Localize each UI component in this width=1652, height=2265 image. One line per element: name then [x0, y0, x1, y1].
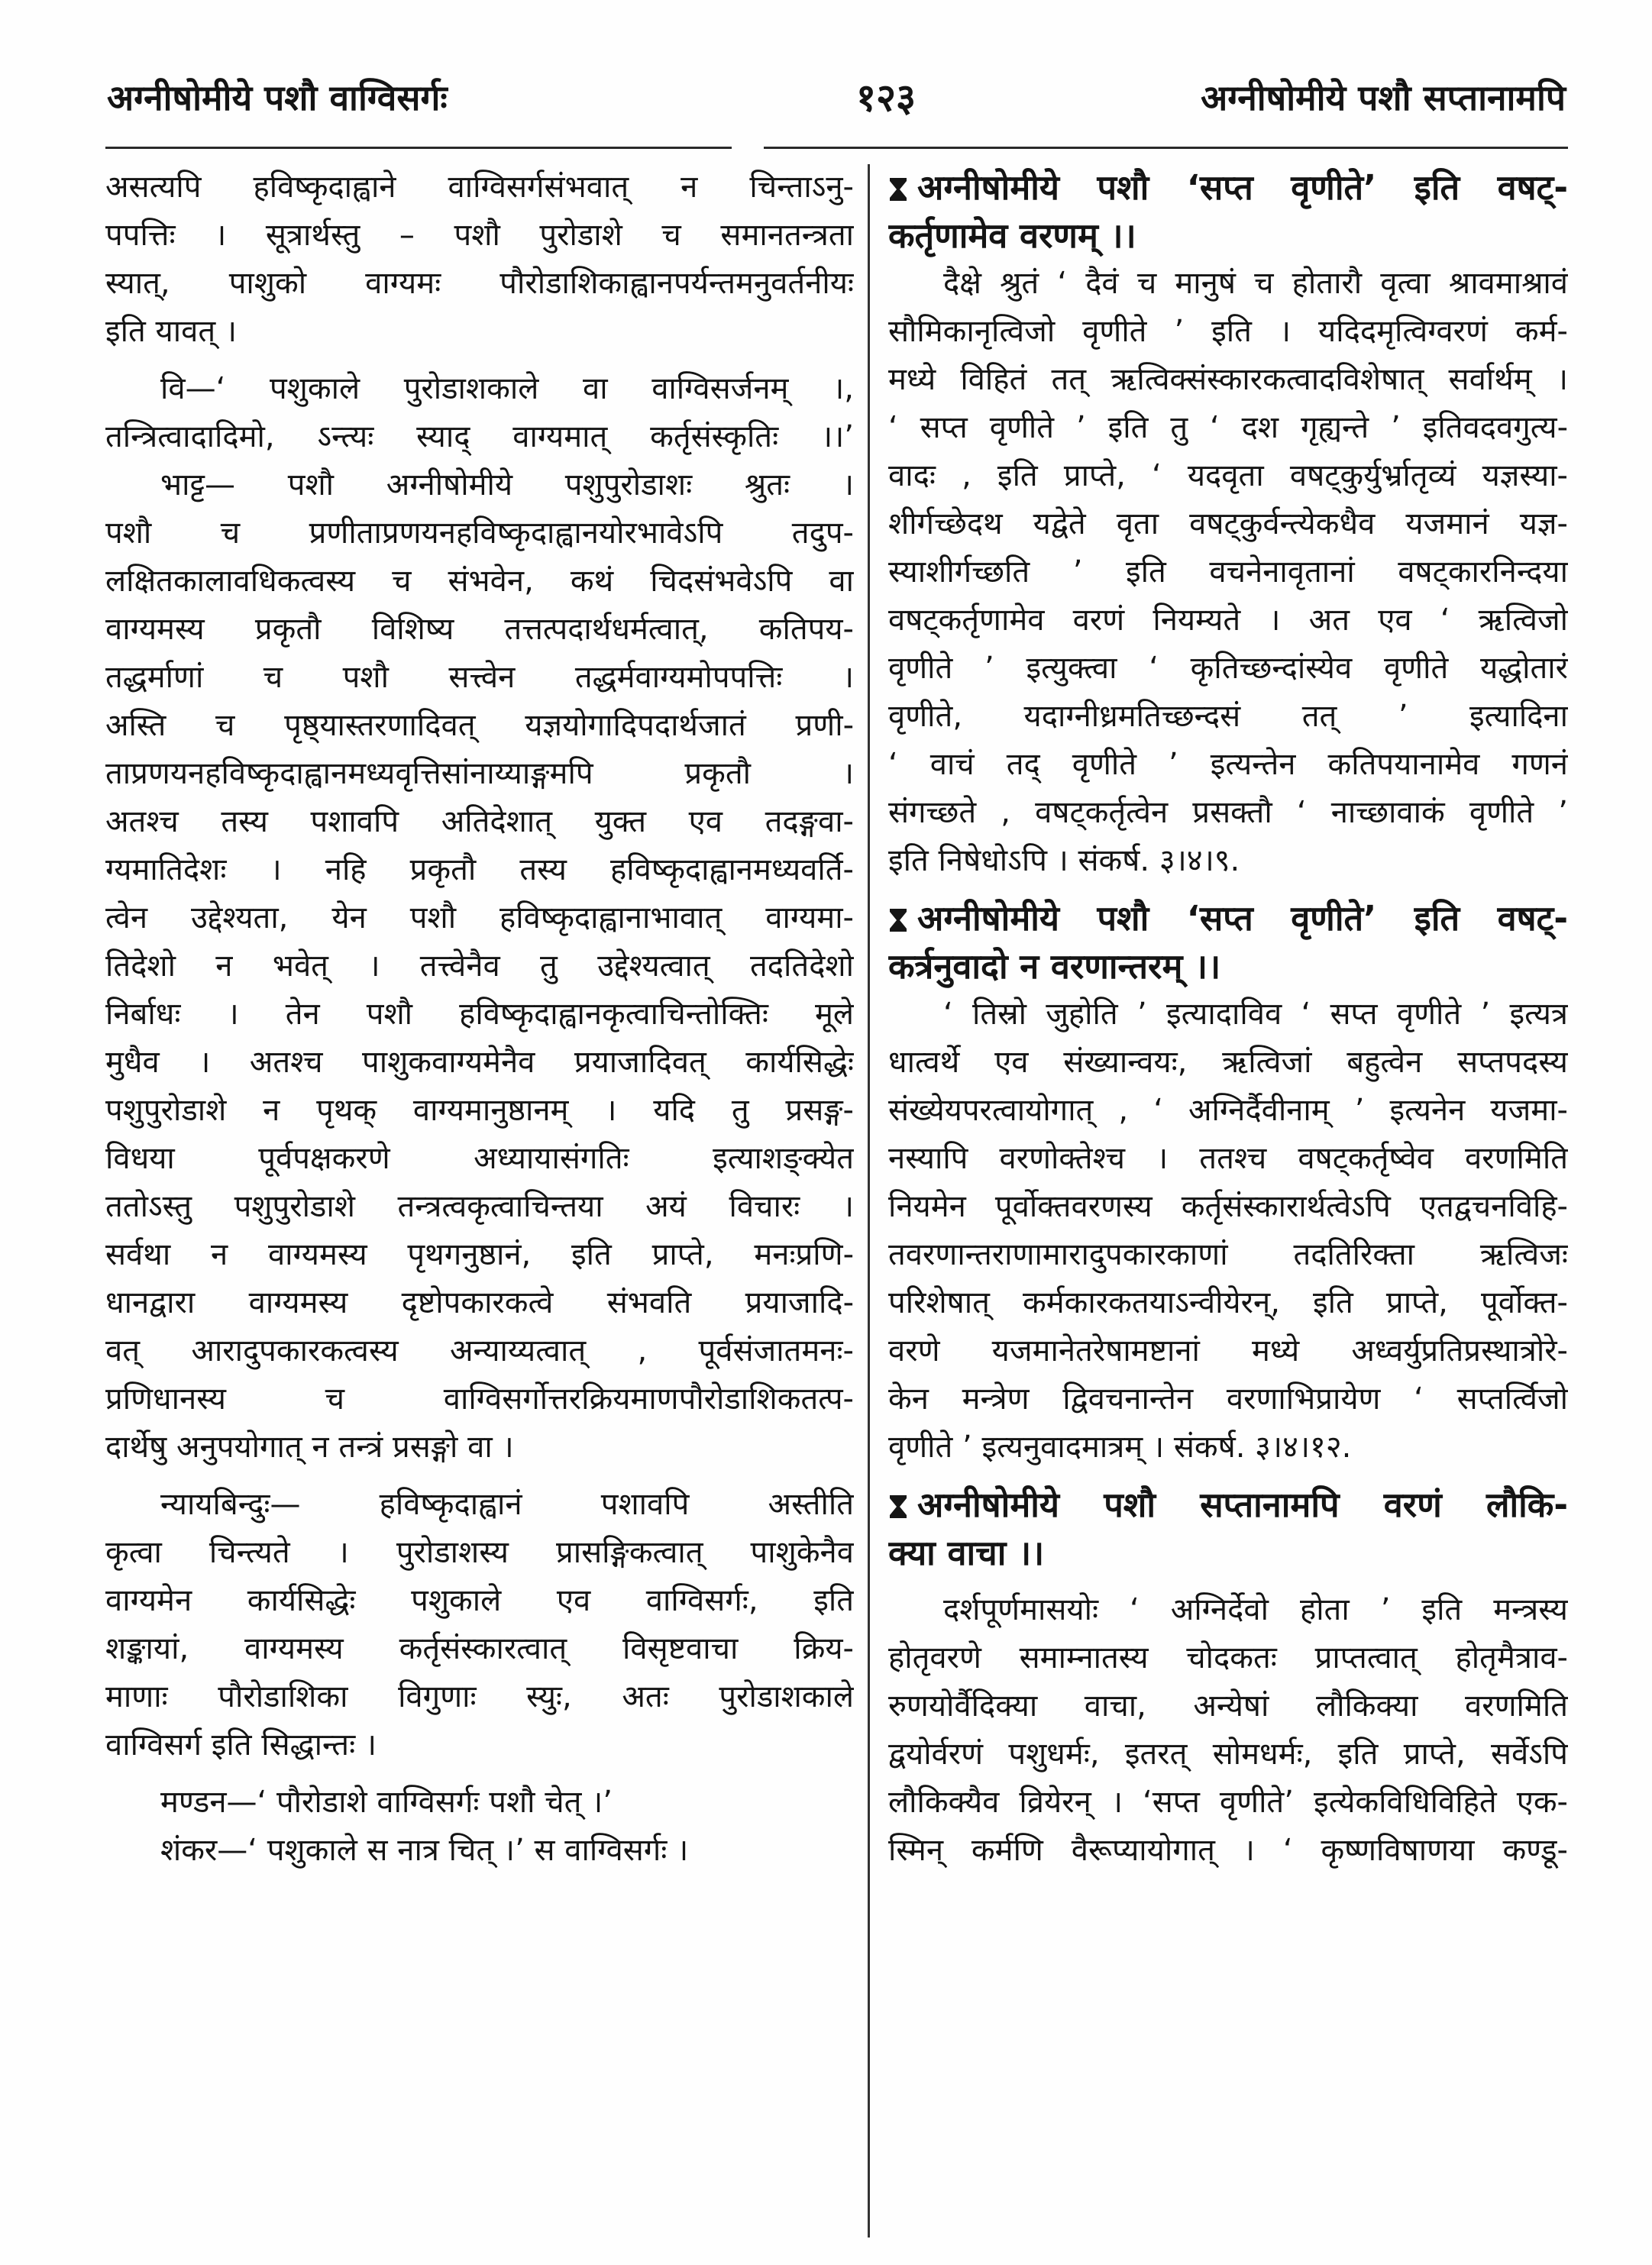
- column-divider: [868, 164, 870, 2238]
- text-line: ‘ वाचं तद् वृणीते ’ इत्यन्तेन कतिपयानामेव गणनं: [888, 747, 1568, 782]
- text-line: सर्वथा न वाग्यमस्य पृथगनुष्ठानं, इति प्राप्ते, मनःप्रणि-: [105, 1237, 854, 1272]
- text-line: मध्ये विहितं तत् ऋत्विक्संस्कारकत्वादविशेषात् सर्वार्थम् ।: [888, 362, 1568, 397]
- text-line: तिदेशो न भवेत् । तत्त्वेनैव तु उद्देश्यत्वात् तदतिदेशो: [105, 948, 854, 984]
- text-line: धात्वर्थे एव संख्यान्वयः, ऋत्विजां बहुत्वेन सप्तपदस्य: [888, 1045, 1568, 1080]
- text-line: पपत्तिः । सूत्रार्थस्तु – पशौ पुरोडाशे च समानतन्त्रता: [105, 218, 854, 253]
- text-line: ग्यमातिदेशः । नहि प्रकृतौ तस्य हविष्कृदाह्वानमध्यवर्ति-: [105, 852, 854, 887]
- text-line: वाग्विसर्ग इति सिद्धान्तः ।: [105, 1727, 377, 1763]
- heading-text: अग्नीषोमीये पशौ ‘सप्त वृणीते’ इति वषट्-: [917, 898, 1568, 939]
- text-line: दैक्षे श्रुतं ‘ दैवं च मानुषं च होतारौ वृत्वा श्रावमाश्रावं: [943, 266, 1568, 301]
- hourglass-icon: [888, 176, 908, 202]
- text-line: द्वयोर्वरणं पशुधर्मः, इतरत् सोमधर्मः, इति प्राप्ते, सर्वेऽपि: [888, 1737, 1568, 1772]
- text-line: ताप्रणयनहविष्कृदाह्वानमध्यवृत्तिसांनाय्याङ्गमपि प्रकृतौ ।: [105, 756, 854, 791]
- text-line: वाग्यमस्य प्रकृतौ विशिष्य तत्तत्पदार्थधर्मत्वात्, कतिपय-: [105, 612, 854, 647]
- text-line: भाट्ट— पशौ अग्नीषोमीये पशुपुरोडाशः श्रुतः ।: [160, 467, 854, 502]
- verse-line: शंकर—‘ पशुकाले स नात्र चित् ।’ स वाग्विसर्गः ।: [160, 1833, 689, 1868]
- text-line: परिशेषात् कर्मकारकतयाऽन्वीयेरन्, इति प्राप्ते, पूर्वोक्त-: [888, 1285, 1568, 1320]
- header-right-title: अग्नीषोमीये पशौ सप्तानामपि: [1201, 77, 1566, 118]
- header-rule-right: [764, 147, 1568, 149]
- text-line: शङ्कायां, वाग्यमस्य कर्तृसंस्कारत्वात् विसृष्टवाचा क्रिय-: [105, 1631, 854, 1666]
- text-line: न्यायबिन्दुः— हविष्कृदाह्वानं पशावपि अस्तीति: [160, 1487, 854, 1522]
- text-line: केन मन्त्रेण द्विवचनान्तेन वरणाभिप्रायेण ‘ सप्तर्त्विजो: [888, 1381, 1568, 1417]
- text-line: नियमेन पूर्वोक्तवरणस्य कर्तृसंस्कारार्थत्वेऽपि एतद्वचनविहि-: [888, 1189, 1568, 1224]
- text-line: वत् आरादुपकारकत्वस्य अन्याय्यत्वात् , पूर्वसंजातमनः-: [105, 1333, 854, 1368]
- header-rule-left: [105, 147, 732, 149]
- text-line: त्वेन उद्देश्यता, येन पशौ हविष्कृदाह्वानाभावात् वाग्यमा-: [105, 900, 854, 935]
- text-line: होतृवरणे समाम्नातस्य चोदकतः प्राप्तत्वात् होतृमैत्राव-: [888, 1640, 1568, 1675]
- text-line: ‘ सप्त वृणीते ’ इति तु ‘ दश गृह्यन्ते ’ इतिवदवगुत्य-: [888, 410, 1568, 445]
- verse-line: वि—‘ पशुकाले पुरोडाशकाले वा वाग्विसर्जनम् ।,: [160, 371, 854, 406]
- text-line: इति निषेधोऽपि । संकर्ष. ३।४।९.: [888, 843, 1240, 878]
- text-line: स्मिन् कर्मणि वैरूप्यायोगात् । ‘ कृष्णविषाणया कण्डू-: [888, 1833, 1568, 1868]
- header-left-title: अग्नीषोमीये पशौ वाग्विसर्गः: [107, 77, 448, 118]
- heading-text: अग्नीषोमीये पशौ ‘सप्त वृणीते’ इति वषट्-: [917, 167, 1568, 208]
- text-line: माणाः पौरोडाशिका विगुणाः स्युः, अतः पुरोडाशकाले: [105, 1679, 854, 1714]
- left-column: [105, 163, 854, 1875]
- section-heading: कर्त्रनुवादो न वरणान्तरम् ।।: [888, 946, 1221, 987]
- text-line: रुणयोर्वैदिक्या वाचा, अन्येषां लौकिक्या वरणमिति: [888, 1688, 1568, 1724]
- text-line: वाग्यमेन कार्यसिद्धेः पशुकाले एव वाग्विसर्गः, इति: [105, 1583, 854, 1618]
- text-line: कृत्वा चिन्त्यते । पुरोडाशस्य प्रासङ्गिकत्वात् पाशुकेनैव: [105, 1535, 854, 1570]
- text-line: तवरणान्तराणामारादुपकारकाणां तदतिरिक्ता ऋत्विजः: [888, 1237, 1568, 1272]
- text-line: संगच्छते , वषट्कर्तृत्वेन प्रसक्तौ ‘ नाच्छावाकं वृणीते ’: [888, 795, 1568, 830]
- verse-line: मण्डन—‘ पौरोडाशे वाग्विसर्गः पशौ चेत् ।’: [160, 1785, 613, 1820]
- text-line: विधया पूर्वपक्षकरणे अध्यायासंगतिः इत्याशङ्क्येत: [105, 1141, 854, 1176]
- text-line: वरणे यजमानेतरेषामष्टानां मध्ये अध्वर्युप्रतिप्रस्थात्रोरे-: [888, 1333, 1568, 1368]
- text-line: लौकिक्यैव व्रियेरन् । ‘सप्त वृणीते’ इत्येकविधिविहिते एक-: [888, 1785, 1568, 1820]
- running-header: [107, 67, 1566, 128]
- right-column: [888, 163, 1568, 1875]
- section-heading: [888, 163, 1568, 212]
- text-line: अतश्च तस्य पशावपि अतिदेशात् युक्त एव तदङ्गवा-: [105, 804, 854, 839]
- text-line: ततोऽस्तु पशुपुरोडाशे तन्त्रत्वकृत्वाचिन्तया अयं विचारः ।: [105, 1189, 854, 1224]
- text-line: दार्थेषु अनुपयोगात् न तन्त्रं प्रसङ्गो वा ।: [105, 1430, 514, 1465]
- text-line: मुधैव । अतश्च पाशुकवाग्यमेनैव प्रयाजादिवत् कार्यसिद्धेः: [105, 1045, 854, 1080]
- text-line: वृणीते ’ इत्युक्त्वा ‘ कृतिच्छन्दांस्येव वृणीते यद्धोतारं: [888, 651, 1568, 686]
- text-line: स्याशीर्गच्छति ’ इति वचनेनावृतानां वषट्कारनिन्दया: [888, 554, 1568, 590]
- text-line: वषट्कर्तृणामेव वरणं नियम्यते । अत एव ‘ ऋत्विजो: [888, 603, 1568, 638]
- text-line: शीर्गच्छेदथ यद्वेते वृता वषट्कुर्वन्त्येकधैव यजमानं यज्ञ-: [888, 506, 1568, 541]
- section-heading: [888, 1481, 1568, 1529]
- section-heading: क्या वाचा ।।: [888, 1533, 1045, 1573]
- text-line: वृणीते ’ इत्यनुवादमात्रम् । संकर्ष. ३।४।१२.: [888, 1430, 1352, 1465]
- text-line: इति यावत् ।: [105, 314, 237, 349]
- text-line: लक्षितकालावधिकत्वस्य च संभवेन, कथं चिदसंभवेऽपि वा: [105, 564, 854, 599]
- text-line: अस्ति च पृष्ठ्यास्तरणादिवत् यज्ञयोगादिपदार्थजातं प्रणी-: [105, 708, 854, 743]
- text-line: तद्धर्माणां च पशौ सत्त्वेन तद्धर्मवाग्यमोपपत्तिः ।: [105, 660, 854, 695]
- text-line: पशौ च प्रणीताप्रणयनहविष्कृदाह्वानयोरभावेऽपि तदुप-: [105, 515, 854, 551]
- hourglass-icon: [888, 907, 908, 933]
- text-line: संख्येयपरत्वायोगात् , ‘ अग्निर्दैवीनाम् ’ इत्यनेन यजमा-: [888, 1093, 1568, 1128]
- text-line: निर्बाधः । तेन पशौ हविष्कृदाह्वानकृत्वाचिन्तोक्तिः मूले: [105, 997, 854, 1032]
- text-line: पशुपुरोडाशे न पृथक् वाग्यमानुष्ठानम् । यदि तु प्रसङ्ग-: [105, 1093, 854, 1128]
- text-line: सौमिकानृत्विजो वृणीते ’ इति । यदिदमृत्विग्वरणं कर्म-: [888, 314, 1568, 349]
- heading-text: अग्नीषोमीये पशौ सप्तानामपि वरणं लौकि-: [917, 1485, 1568, 1525]
- text-line: दर्शपूर्णमासयोः ‘ अग्निर्देवो होता ’ इति मन्त्रस्य: [943, 1592, 1568, 1627]
- text-line: असत्यपि हविष्कृदाह्वाने वाग्विसर्गसंभवात् न चिन्ताऽनु-: [105, 170, 854, 205]
- verse-line: तन्त्रित्वादादिमो, ऽन्त्यः स्याद् वाग्यमात् कर्तृसंस्कृतिः ।।’: [105, 419, 854, 454]
- hourglass-icon: [888, 1494, 908, 1520]
- section-heading: कर्तृणामेव वरणम् ।।: [888, 215, 1136, 256]
- text-line: ‘ तिस्रो जुहोति ’ इत्यादाविव ‘ सप्त वृणीते ’ इत्यत्र: [943, 997, 1568, 1032]
- page-number: १२३: [856, 76, 916, 120]
- text-line: नस्यापि वरणोक्तेश्च । ततश्च वषट्कर्तृष्वेव वरणमिति: [888, 1141, 1568, 1176]
- text-line: प्रणिधानस्य च वाग्विसर्गोत्तरक्रियमाणपौरोडाशिकतत्प-: [105, 1381, 854, 1417]
- text-line: वादः , इति प्राप्ते, ‘ यदवृता वषट्कुर्युर्भ्रातृव्यं यज्ञस्या-: [888, 458, 1568, 493]
- text-line: स्यात्, पाशुको वाग्यमः पौरोडाशिकाह्वानपर्यन्तमनुवर्तनीयः: [105, 266, 854, 301]
- text-line: धानद्वारा वाग्यमस्य दृष्टोपकारकत्वे संभवति प्रयाजादि-: [105, 1285, 854, 1320]
- text-line: वृणीते, यदाग्नीध्रमतिच्छन्दसं तत् ’ इत्यादिना: [888, 699, 1568, 734]
- section-heading: [888, 894, 1568, 942]
